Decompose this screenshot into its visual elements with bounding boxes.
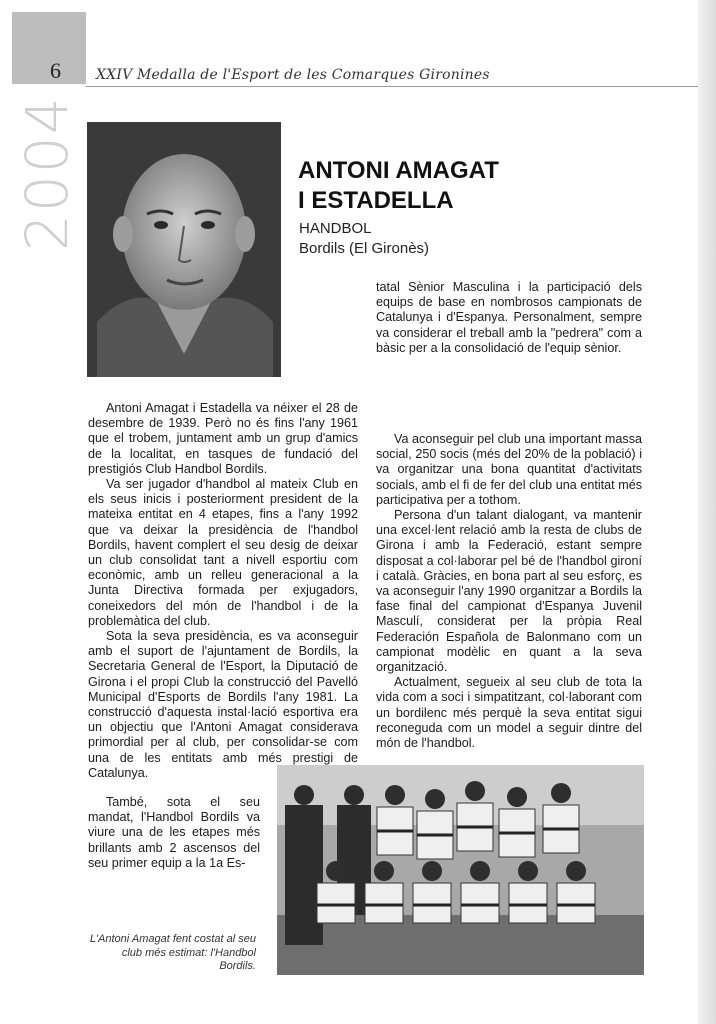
- person-name-line2: I ESTADELLA: [298, 187, 454, 214]
- page-edge-shadow: [698, 0, 716, 1024]
- person-name: [298, 156, 598, 216]
- article-paragraph: Sota la seva presidència, es va aconseguir amb el suport de l'ajuntament de Bordils, la Secretaria General de l'Esport, la Diputació de Girona i el propi Club la construcció del Pavelló Municipal d'Esports de Bordils l'any 1981. La construcció d'aquesta instal·lació esportiva era un objectiu que l'Antoni Amagat considerava primordial per al club, per consolidar-se com una de les entitats amb més prestigi de Catalunya.: [88, 629, 358, 780]
- article-paragraph: tatal Sènior Masculina i la participació dels equips de base en nombrosos campionats de Catalunya i d'Espanya. Personalment, sempre va considerar el treball amb la "pedrera" com a bàsic per a la consolidació de l'equip sènior.: [376, 280, 642, 355]
- corner-gray-block: [12, 12, 86, 84]
- article-column-left-narrow: [88, 795, 260, 871]
- article-column-right: [376, 432, 642, 751]
- portrait-photo: [87, 122, 281, 377]
- article-paragraph: També, sota el seu mandat, l'Handbol Bordils va viure una de les etapes més brillants amb 2 ascensos del seu primer equip a la 1a Es-: [88, 795, 260, 870]
- header-divider: [86, 86, 698, 87]
- person-name-line1: ANTONI AMAGAT: [298, 157, 499, 184]
- sport-label: HANDBOL: [299, 220, 372, 237]
- running-header-title: XXIV Medalla de l'Esport de les Comarques Gironines: [96, 67, 490, 83]
- article-column-right-top: [376, 280, 642, 356]
- team-photo: [277, 765, 644, 975]
- photo-caption: L'Antoni Amagat fent costat al seu club més estimat: l'Handbol Bordils.: [89, 933, 256, 972]
- page-number: 6: [50, 58, 61, 83]
- article-paragraph: Va ser jugador d'handbol al mateix Club en els seus inicis i posteriorment president de la mateixa entitat en 4 etapes, fins a l'any 1992 que va deixar la presidència de l'handbol Bordils, havent complert el seu desig de deixar un club consolidat tant a nivell esportiu com econòmic, amb un relleu generacional a la Junta Directiva formada per exjugadors, coneixedors del món de l'handbol i de la problemàtica del club.: [88, 477, 358, 628]
- vertical-year-label: 2004: [13, 95, 81, 251]
- article-column-left: [88, 401, 358, 781]
- place-label: Bordils (El Gironès): [299, 240, 430, 257]
- article-paragraph: Antoni Amagat i Estadella va néixer el 28 de desembre de 1939. Però no és fins l'any 1961 que el trobem, juntament amb un grup d'amics de la localitat, en tasques de fundació del prestigiós Club Handbol Bordils.: [88, 401, 358, 476]
- article-paragraph: Actualment, segueix al seu club de tota la vida com a soci i simpatitzant, col·laborant com un bordilenc més perquè la seva entitat sigui reconeguda com un model a seguir dintre del món de l'handbol.: [376, 675, 642, 751]
- article-paragraph: Persona d'un talant dialogant, va mantenir una excel·lent relació amb la resta de clubs de Girona i amb la Federació, estant sempre disposat a col·laborar pel bé de l'handbol gironí i català. Gràcies, en bona part al seu esforç, es va aconseguir l'any 1990 organitzar a Bordils la fase final del campionat d'Espanya Juvenil Masculí, considerat per la pròpia Real Federación Española de Balonmano com un campionat modèlic en quant a la seva organització.: [376, 508, 642, 675]
- article-paragraph: Va aconseguir pel club una important massa social, 250 socis (més del 20% de la població) i va organitzar una bona quantitat d'activitats socials, amb el fi de fer del club una entitat més participativa per a tothom.: [376, 432, 642, 507]
